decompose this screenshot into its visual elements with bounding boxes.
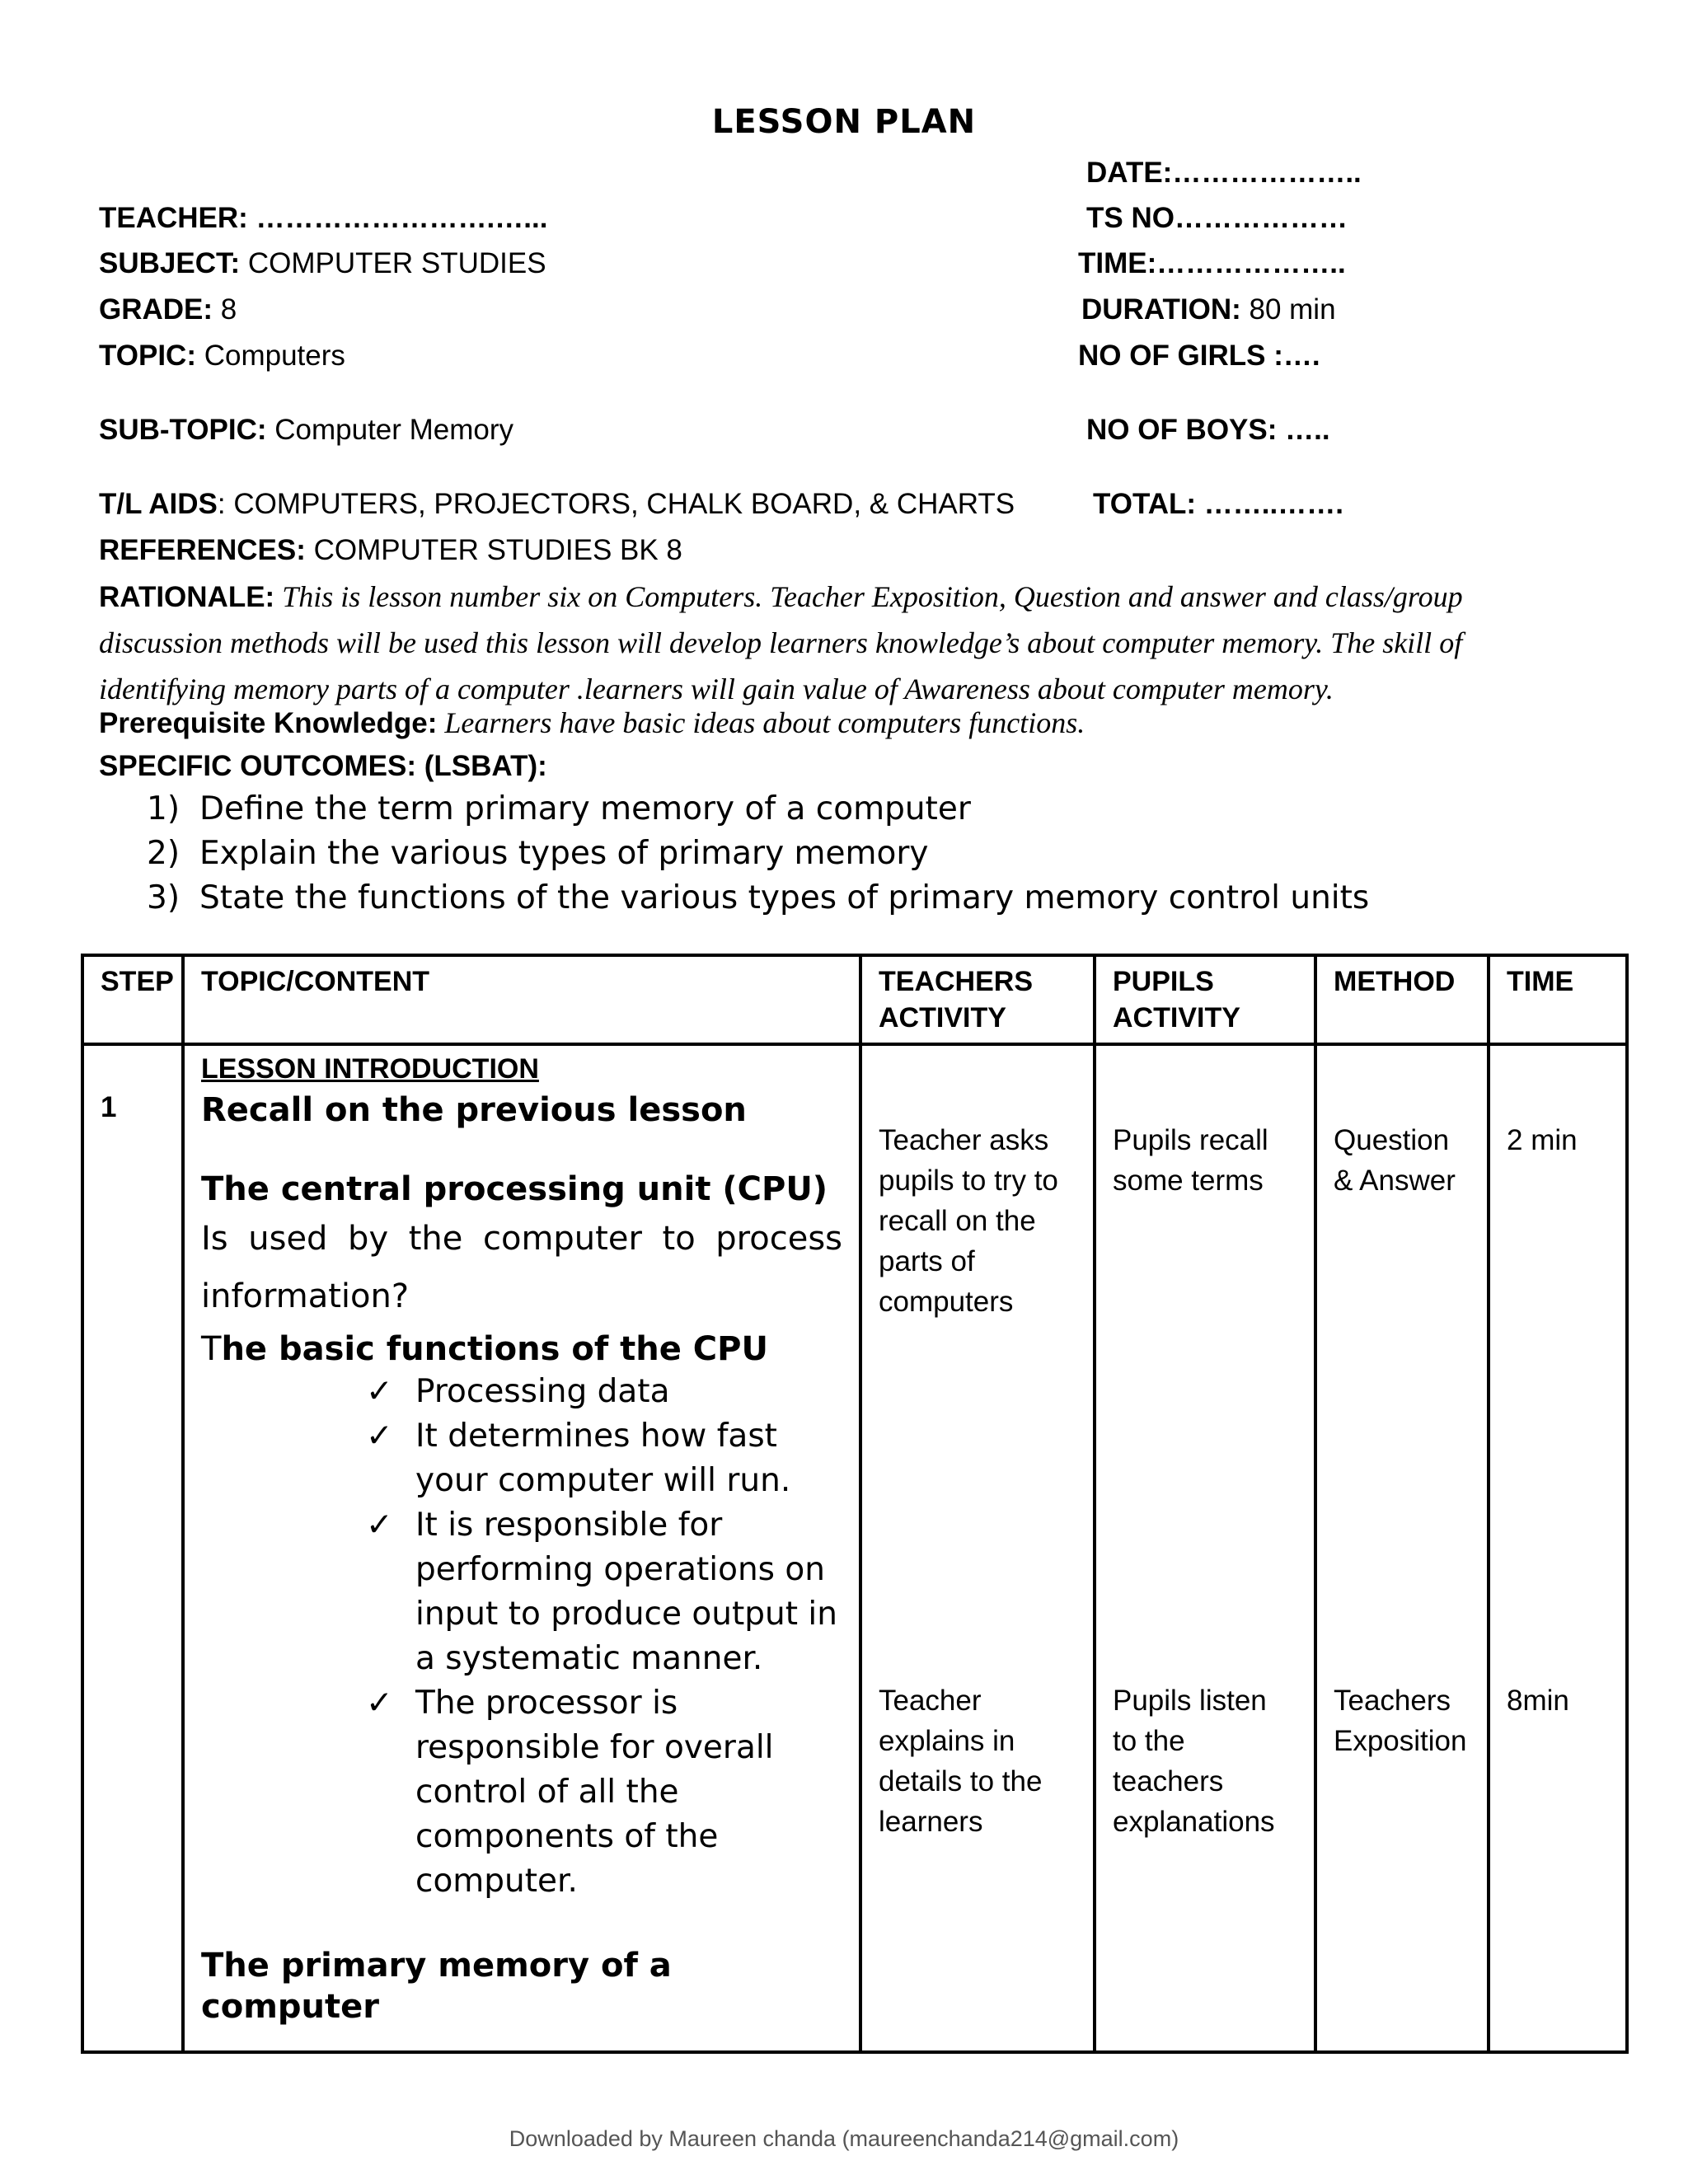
cpu-functions-list	[201, 1370, 842, 1904]
pupils-activity-1: Pupils recall some terms	[1113, 1124, 1268, 1197]
recall-heading: Recall on the previous lesson	[201, 1091, 747, 1129]
teacher-value: …………………….…...	[247, 202, 548, 234]
references-field	[99, 534, 682, 567]
subtopic-label: SUB-TOPIC:	[99, 414, 267, 446]
header-step: STEP	[82, 955, 183, 1044]
duration-label: DURATION:	[1081, 293, 1241, 326]
header-teachers-activity: TEACHERS ACTIVITY	[860, 955, 1095, 1044]
grade-value: 8	[213, 293, 237, 326]
pupils-activity-cell	[1095, 1044, 1315, 2052]
girls-field: NO OF GIRLS :….	[1078, 340, 1320, 372]
table-header-row	[82, 955, 1627, 1044]
time-1: 2 min	[1507, 1124, 1578, 1156]
subtopic-field	[99, 414, 513, 447]
cpu-description: Is used by the computer to process information?	[201, 1220, 842, 1315]
primary-memory-heading: The primary memory of a computer	[201, 1947, 672, 2026]
outcomes-list	[147, 787, 1369, 921]
duration-field	[1081, 293, 1336, 326]
prerequisite	[99, 705, 1085, 748]
teachers-activity-2: Teacher explains in details to the learners	[879, 1685, 1043, 1838]
checkmark-icon: ✓	[366, 1418, 393, 1455]
cpu-heading: The central processing unit (CPU)	[201, 1170, 828, 1208]
time-field: TIME:………………..	[1078, 247, 1346, 279]
boys-field: NO OF BOYS: …..	[1086, 414, 1330, 446]
outcome-item	[147, 832, 1369, 876]
method-2: Teachers Exposition	[1334, 1685, 1467, 1757]
outcome-number: 1)	[147, 790, 181, 827]
pupils-activity-2: Pupils listen to the teachers explanations	[1113, 1685, 1275, 1838]
teachers-activity-1: Teacher asks pupils to try to recall on the parts of computers	[879, 1124, 1058, 1318]
aids-value: : COMPUTERS, PROJECTORS, CHALK BOARD, & CHARTS	[217, 488, 1015, 520]
outcome-text: Define the term primary memory of a computer	[199, 790, 971, 827]
rationale-text: This is lesson number six on Computers. Teacher Exposition, Question and answer and class/group discussion methods will be used this lesson will develop learners knowledge’s about computer memory. The skill of identifying memory parts of a computer .learners will gain value of Awareness about computer memory.	[99, 580, 1463, 705]
grade-label: GRADE:	[99, 293, 213, 326]
date-field: DATE:………………..	[1086, 157, 1362, 189]
table-row	[82, 1044, 1627, 2052]
subject-field	[99, 247, 546, 280]
topic-label: TOPIC:	[99, 340, 196, 372]
teachers-activity-cell	[860, 1044, 1095, 2052]
outcome-item	[147, 876, 1369, 921]
checkmark-icon: ✓	[366, 1685, 393, 1722]
ts-no-field: TS NO………………	[1086, 202, 1348, 234]
header-method: METHOD	[1315, 955, 1489, 1044]
list-item: ✓ Processing data	[366, 1370, 842, 1414]
page-title: LESSON PLAN	[711, 103, 977, 141]
header-time: TIME	[1489, 955, 1627, 1044]
outcome-text: State the functions of the various types of primary memory control units	[199, 879, 1370, 916]
time-2: 8min	[1507, 1685, 1569, 1717]
subject-value: COMPUTER STUDIES	[240, 247, 546, 279]
step-cell: 1	[82, 1044, 183, 2052]
outcomes-heading: SPECIFIC OUTCOMES: (LSBAT):	[99, 750, 547, 782]
checkmark-icon: ✓	[366, 1373, 393, 1410]
header-topic: TOPIC/CONTENT	[183, 955, 860, 1044]
time-cell	[1489, 1044, 1627, 2052]
topic-content-cell	[183, 1044, 860, 2052]
rationale	[99, 577, 1500, 715]
list-item: ✓ The processor is responsible for overall control of all the components of the computer.	[366, 1681, 842, 1904]
topic-value: Computers	[195, 340, 345, 372]
subject-label: SUBJECT:	[99, 247, 241, 279]
references-value: COMPUTER STUDIES BK 8	[305, 534, 682, 566]
checkmark-icon: ✓	[366, 1507, 393, 1544]
references-label: REFERENCES:	[99, 534, 306, 566]
header-pupils-activity: PUPILS ACTIVITY	[1095, 955, 1315, 1044]
grade-field	[99, 293, 237, 326]
lesson-introduction-heading: LESSON INTRODUCTION	[201, 1053, 539, 1085]
method-cell	[1315, 1044, 1489, 2052]
list-item: ✓ It is responsible for performing operations on input to produce output in a systematic manner.	[366, 1503, 842, 1681]
download-footer: Downloaded by Maureen chanda (maureenchanda214@gmail.com)	[509, 2126, 1179, 2151]
aids-label: T/L AIDS	[99, 488, 218, 520]
prerequisite-label: Prerequisite Knowledge:	[99, 707, 438, 739]
teacher-field	[99, 202, 547, 235]
teacher-label: TEACHER:	[99, 202, 248, 234]
method-1: Question & Answer	[1334, 1124, 1456, 1197]
subtopic-value: Computer Memory	[266, 414, 514, 446]
outcome-item	[147, 787, 1369, 832]
aids-field	[99, 488, 1015, 521]
outcome-text: Explain the various types of primary memory	[199, 835, 929, 872]
lesson-table	[81, 954, 1629, 2054]
outcome-number: 2)	[147, 835, 181, 872]
cpu-functions-heading: The basic functions of the CPU	[201, 1330, 768, 1368]
prerequisite-text: Learners have basic ideas about computers functions.	[437, 706, 1085, 739]
duration-value: 80 min	[1240, 293, 1336, 326]
rationale-label: RATIONALE:	[99, 581, 275, 613]
total-field: TOTAL: ……..…….	[1093, 488, 1343, 520]
outcome-number: 3)	[147, 879, 181, 916]
list-item: ✓ It determines how fast your computer will run.	[366, 1414, 842, 1503]
topic-field	[99, 340, 345, 373]
